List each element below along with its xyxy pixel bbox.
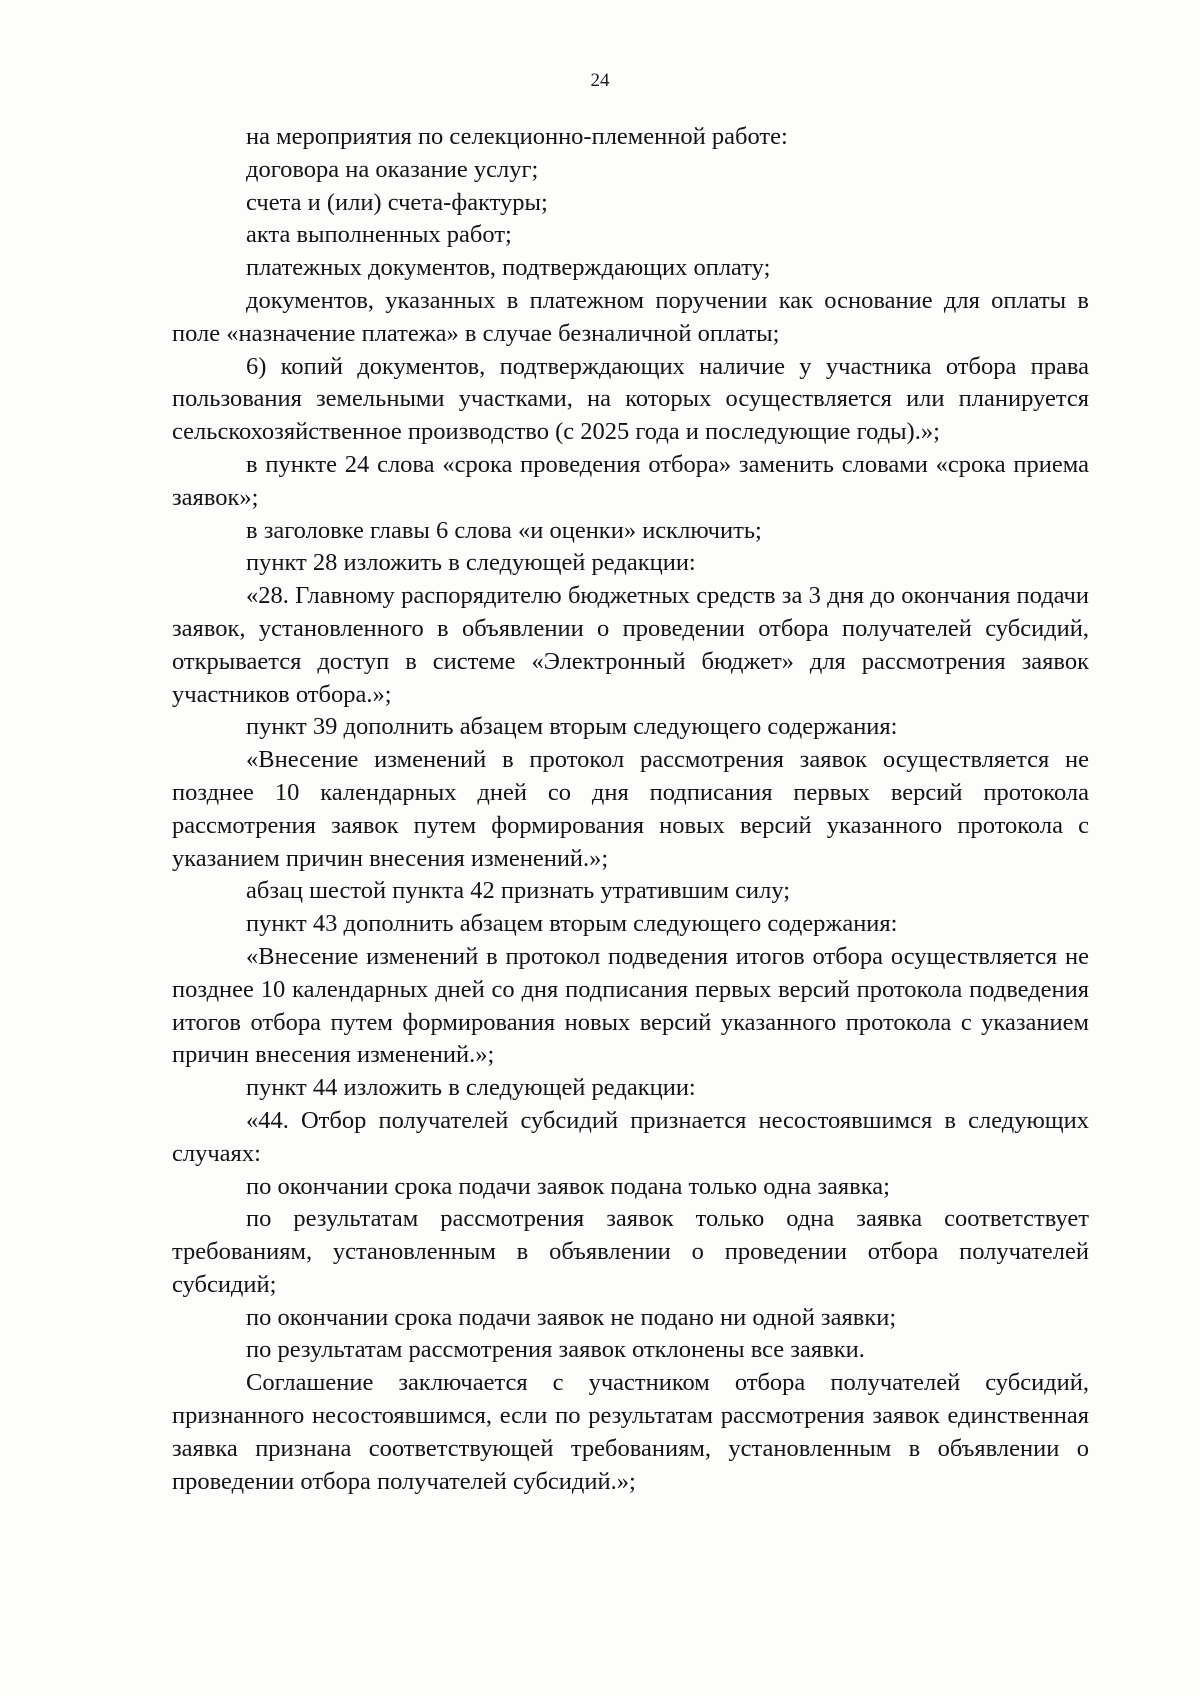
paragraph: по окончании срока подачи заявок не подано ни одной заявки; bbox=[246, 1303, 897, 1331]
paragraph: Соглашение заключается с участником отбора получателей субсидий, признанного несостоявшимся, если по результатам рассмотрения заявок единственная заявка признана соответствующей требованиям, установленным в объявлении о проведении отбора получателей субсидий.»; bbox=[172, 1369, 1089, 1495]
paragraph: пункт 43 дополнить абзацем вторым следующего содержания: bbox=[246, 910, 898, 938]
paragraph: по результатам рассмотрения заявок отклонены все заявки. bbox=[246, 1336, 865, 1364]
paragraph: на мероприятия по селекционно-племенной работе: bbox=[246, 123, 788, 150]
paragraph: «Внесение изменений в протокол подведения итогов отбора осуществляется не позднее 10 календарных дней со дня подписания первых версий протокола подведения итогов отбора путем формирования новых версий указанного протокола с указанием причин внесения изменений.»; bbox=[172, 942, 1089, 1069]
paragraph: в пункте 24 слова «срока проведения отбора» заменить словами «срока приема заявок»; bbox=[172, 450, 1089, 511]
paragraph: документов, указанных в платежном поручении как основание для оплаты в поле «назначение платежа» в случае безналичной оплаты; bbox=[172, 286, 1089, 347]
paragraph: по окончании срока подачи заявок подана только одна заявка; bbox=[246, 1172, 890, 1200]
paragraph: 6) копий документов, подтверждающих наличие у участника отбора права пользования земельными участками, на которых осуществляется или планируется сельскохозяйственное производство (с 2025 года и последующие годы).»; bbox=[172, 352, 1089, 446]
document-body bbox=[172, 121, 1089, 1498]
paragraph: пункт 44 изложить в следующей редакции: bbox=[246, 1074, 696, 1102]
paragraph: счета и (или) счета-фактуры; bbox=[246, 188, 548, 216]
paragraph: «Внесение изменений в протокол рассмотрения заявок осуществляется не позднее 10 календарных дней со дня подписания первых версий протокола рассмотрения заявок путем формирования новых версий указанного протокола с указанием причин внесения изменений.»; bbox=[172, 746, 1089, 872]
paragraph: пункт 39 дополнить абзацем вторым следующего содержания: bbox=[246, 713, 898, 741]
paragraph: абзац шестой пункта 42 признать утратившим силу; bbox=[246, 877, 791, 905]
paragraph: пункт 28 изложить в следующей редакции: bbox=[246, 549, 696, 577]
paragraph: платежных документов, подтверждающих оплату; bbox=[246, 254, 771, 282]
page-number: 24 bbox=[590, 70, 610, 91]
paragraph: договора на оказание услуг; bbox=[246, 155, 539, 183]
paragraph: в заголовке главы 6 слова «и оценки» исключить; bbox=[246, 516, 762, 544]
paragraph: «44. Отбор получателей субсидий признается несостоявшимся в следующих случаях: bbox=[172, 1106, 1089, 1167]
paragraph: «28. Главному распорядителю бюджетных средств за 3 дня до окончания подачи заявок, установленного в объявлении о проведении отбора получателей субсидий, открывается доступ в системе «Электронный бюджет» для рассмотрения заявок участников отбора.»; bbox=[172, 582, 1089, 708]
paragraph: акта выполненных работ; bbox=[246, 221, 512, 249]
paragraph: по результатам рассмотрения заявок только одна заявка соответствует требованиям, установленным в объявлении о проведении отбора получателей субсидий; bbox=[172, 1205, 1089, 1298]
